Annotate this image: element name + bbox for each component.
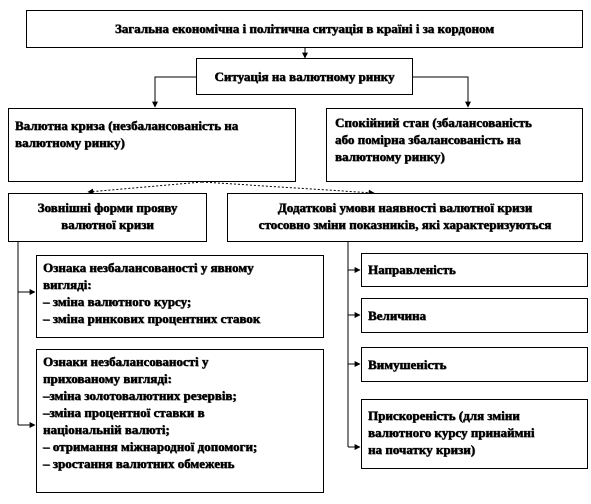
calm-state-box bbox=[326, 108, 583, 182]
currency-crisis-line-2: валютному ринку) bbox=[15, 135, 125, 150]
general-situation-box bbox=[26, 10, 583, 48]
currency-crisis-line-1: Валютна криза (незбалансованість на bbox=[15, 118, 239, 133]
currency-crisis-box bbox=[8, 108, 296, 182]
explicit-signs-item-1: – зміна валютного курсу; bbox=[43, 294, 192, 309]
magnitude-box bbox=[361, 298, 588, 333]
acceleration-box bbox=[361, 399, 588, 469]
arrow-situation-to-crisis bbox=[155, 77, 196, 107]
external-forms-line-1: Зовнішні форми прояву bbox=[37, 200, 178, 215]
acceleration-line-2: валютного курсу принаймні bbox=[368, 425, 535, 440]
acceleration-line-3: на початку кризи) bbox=[368, 442, 476, 457]
hidden-signs-box bbox=[36, 349, 324, 493]
additional-conditions-box bbox=[227, 193, 583, 242]
calm-state-line-3: валютному ринку) bbox=[335, 149, 445, 164]
forcedness-box bbox=[361, 347, 588, 382]
external-forms-line-2: валютної кризи bbox=[61, 217, 154, 232]
magnitude-text: Величина bbox=[368, 308, 427, 323]
additional-conditions-line-2: стосовно зміни показників, які характеризуються bbox=[258, 217, 552, 232]
explicit-signs-box bbox=[36, 255, 324, 338]
direction-text: Направленість bbox=[368, 262, 456, 277]
explicit-signs-title-2: вигляді: bbox=[43, 277, 92, 292]
hidden-signs-item-1: –зміна золотовалютних резервів; bbox=[43, 388, 237, 403]
direction-box bbox=[361, 253, 588, 287]
hidden-signs-item-3: національній валюті; bbox=[43, 422, 170, 437]
calm-state-line-1: Спокійний стан (збалансованість bbox=[335, 115, 532, 130]
hidden-signs-item-4: – отримання міжнародної допомоги; bbox=[43, 439, 258, 454]
arrow-crisis-to-external bbox=[88, 182, 202, 192]
arrow-crisis-to-additional bbox=[202, 182, 374, 193]
explicit-signs-item-2: – зміна ринкових процентних ставок bbox=[43, 311, 261, 326]
hidden-signs-title-1: Ознаки незбалансованості у bbox=[43, 354, 209, 369]
hidden-signs-item-5: – зростання валютних обмежень bbox=[43, 456, 235, 471]
additional-conditions-line-1: Додаткові умови наявності валютної кризи bbox=[277, 200, 533, 215]
external-forms-box bbox=[8, 193, 207, 242]
hidden-signs-item-2: –зміна процентної ставки в bbox=[43, 405, 205, 420]
currency-market-situation-text: Ситуація на валютному ринку bbox=[214, 69, 395, 84]
forcedness-text: Вимушеність bbox=[368, 357, 447, 372]
currency-market-situation-box bbox=[196, 58, 413, 95]
hidden-signs-title-2: прихованому вигляді: bbox=[43, 371, 172, 386]
acceleration-line-1: Прискореність (для зміни bbox=[368, 408, 520, 423]
arrow-situation-to-calm bbox=[413, 77, 468, 107]
calm-state-line-2: або помірна збалансованість на bbox=[335, 132, 521, 147]
explicit-signs-title-1: Ознака незбалансованості у явному bbox=[43, 260, 254, 275]
general-situation-text: Загальна економічна і політична ситуація в країні і за кордоном bbox=[114, 21, 495, 36]
